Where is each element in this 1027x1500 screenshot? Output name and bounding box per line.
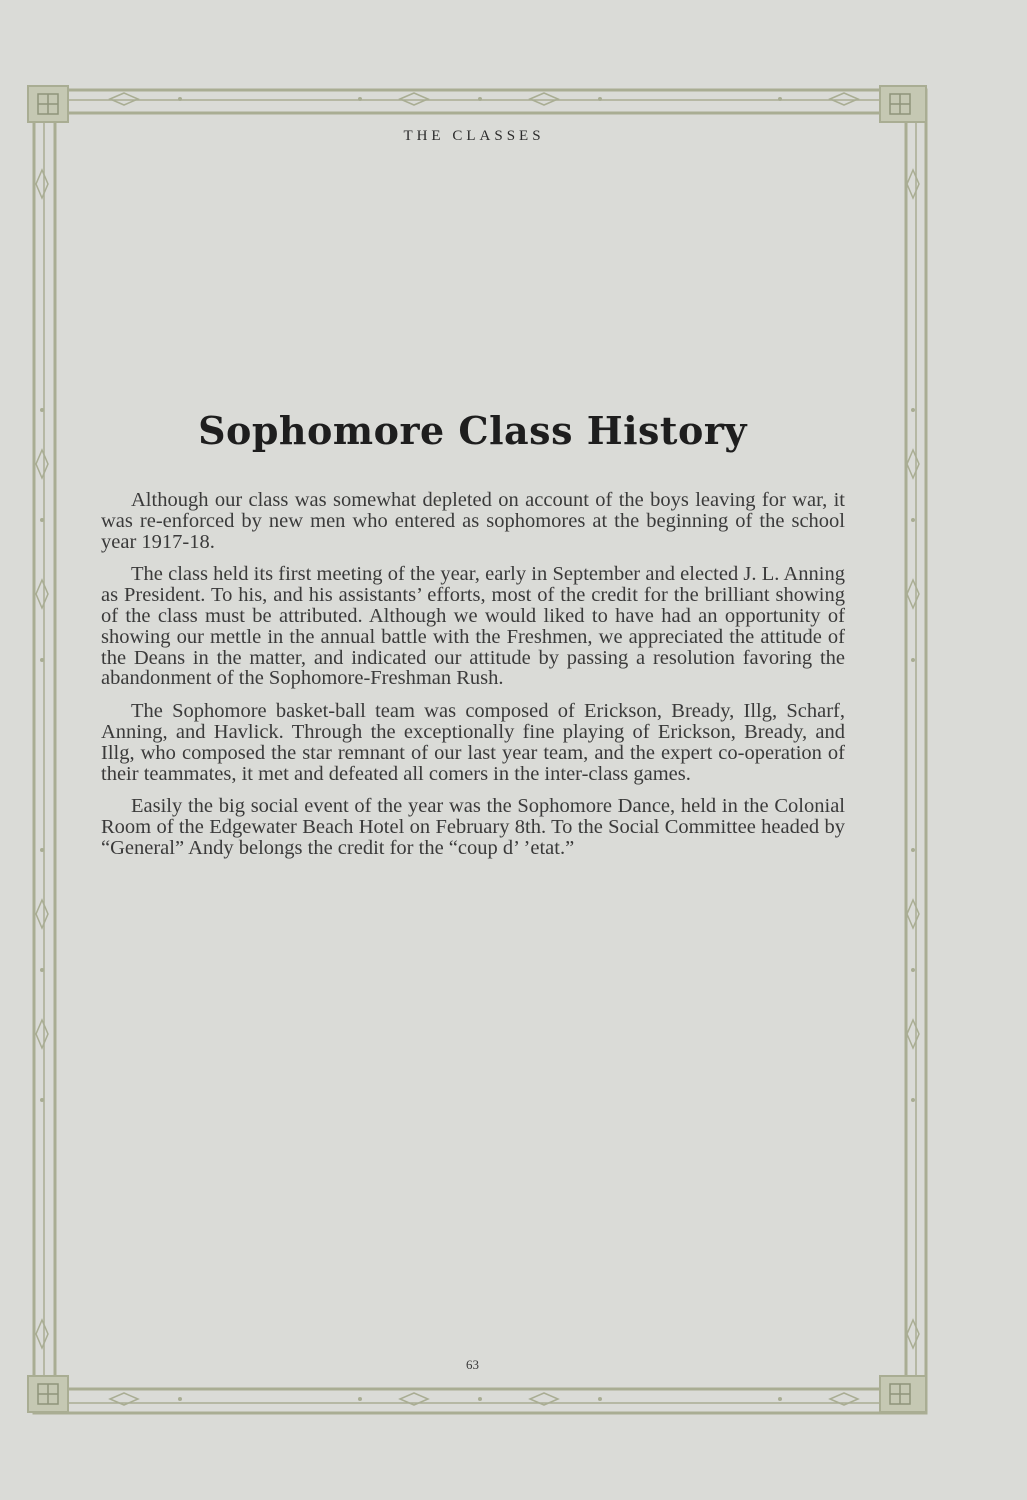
paragraph: Easily the big social event of the year was the Sophomore Dance, held in the Colonial Room of the Edgewater Beach Hotel on February 8th. To the Social Committee headed by “General” Andy belongs the credit for the “coup d’ ’etat.” <box>101 795 845 859</box>
body-text <box>101 490 845 871</box>
page-number: 63 <box>466 1357 479 1372</box>
running-head: THE CLASSES <box>403 128 545 144</box>
paragraph: The class held its first meeting of the year, early in September and elected J. L. Anning as President. To his, and his assistants’ efforts, most of the credit for the brilliant showing of the class must be attributed. Although we would liked to have had an opportunity of showing our mettle in the annual battle with the Freshmen, we appreciated the attitude of the Deans in the matter, and indicated our attitude by passing a resolution favoring the abandonment of the Sophomore-Freshman Rush. <box>101 563 845 690</box>
paragraph: The Sophomore basket-ball team was composed of Erickson, Bready, Illg, Scharf, Anning, and Havlick. Through the exceptionally fine playing of Erickson, Bready, and Illg, who composed the star remnant of our last year team, and the expert co-operation of their teammates, it met and defeated all comers in the inter-class games. <box>101 700 845 785</box>
page-title: Sophomore Class History <box>198 408 747 453</box>
paragraph: Although our class was somewhat depleted on account of the boys leaving for war, it was re-enforced by new men who entered as sophomores at the beginning of the school year 1917-18. <box>101 489 845 553</box>
